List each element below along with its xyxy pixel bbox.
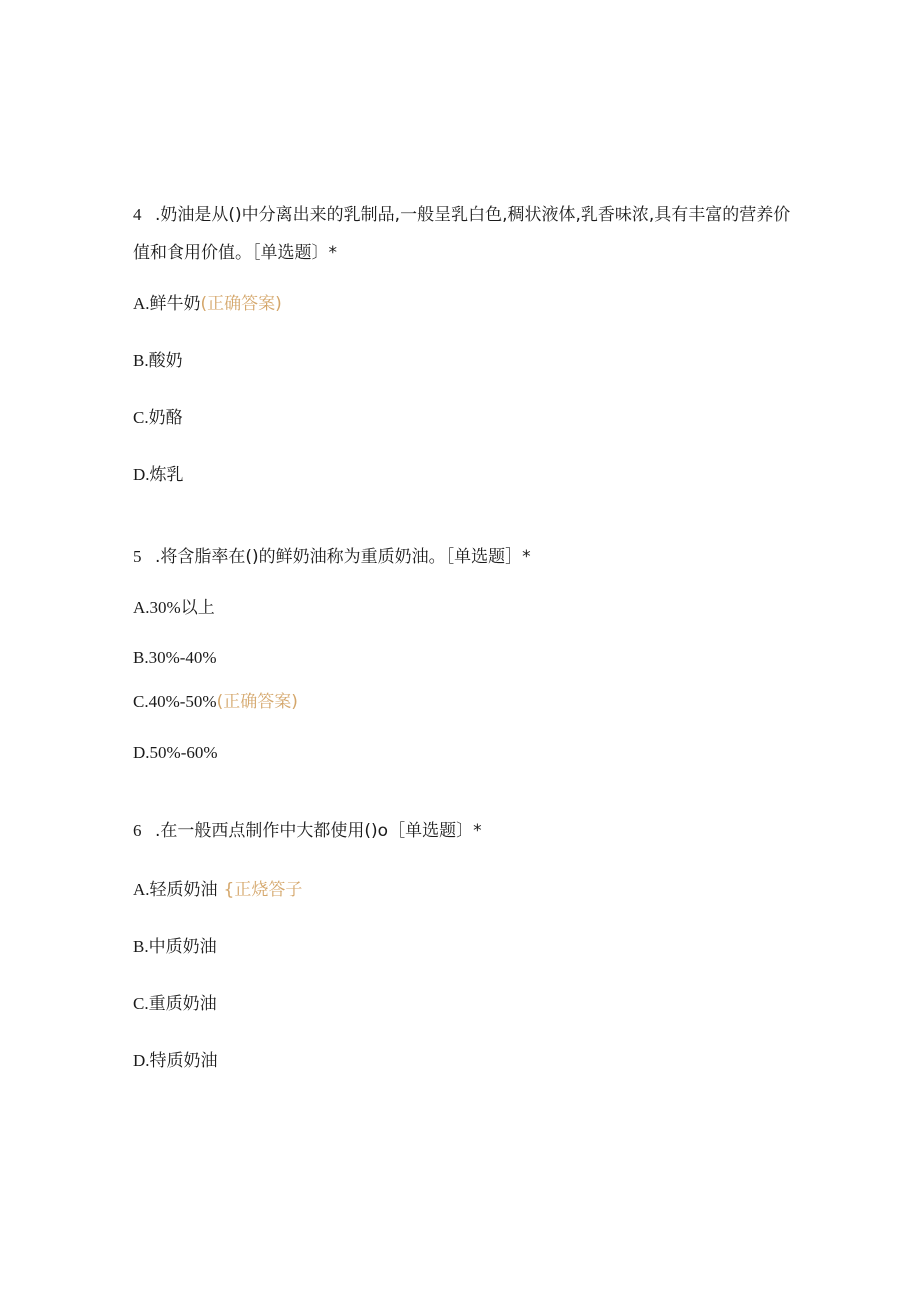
option-text: 酸奶 [148,351,183,371]
option-letter: C. [133,408,149,427]
option-letter: C. [133,994,149,1013]
option-q6-d[interactable] [133,1049,218,1073]
option-letter: B. [133,648,149,667]
option-text: 40%-50% [148,692,217,711]
option-text: 50%-60% [149,743,218,762]
option-text: 30%以上 [149,598,215,617]
question-text: .奶油是从()中分离出来的乳制品,一般呈乳白色,稠状液体,乳香味浓,具有丰富的营养价 [155,205,791,225]
option-text: 特质奶油 [149,1051,218,1071]
option-q4-c[interactable] [133,406,183,430]
option-text: 30%-40% [148,648,217,667]
question-4-title [133,203,790,227]
option-q5-b[interactable] [133,646,217,670]
option-letter: A. [133,598,150,617]
option-letter: C. [133,692,149,711]
question-text: 值和食用价值。［单选题〕* [133,243,337,263]
correct-answer-mark: {正烧答子 [223,880,303,900]
question-5-title [133,545,531,569]
option-text: 奶酪 [148,408,183,428]
question-number: 4 [133,205,142,224]
option-letter: A. [133,294,150,313]
option-text: 重质奶油 [148,994,217,1014]
option-letter: D. [133,465,150,484]
option-letter: B. [133,351,149,370]
option-q4-a[interactable] [133,292,282,316]
option-q5-d[interactable] [133,741,218,765]
option-text: 鲜牛奶 [149,294,201,314]
option-letter: A. [133,880,150,899]
option-text: 中质奶油 [148,937,217,957]
option-q6-b[interactable] [133,935,217,959]
option-text: 轻质奶油 [149,880,218,900]
option-q5-a[interactable] [133,596,215,620]
option-text: 炼乳 [149,465,184,485]
option-q6-c[interactable] [133,992,217,1016]
question-4-title-cont [133,241,337,265]
option-letter: B. [133,937,149,956]
option-q4-d[interactable] [133,463,184,487]
option-q5-c[interactable] [133,690,298,714]
option-letter: D. [133,1051,150,1070]
correct-answer-mark: (正确答案) [216,692,298,712]
question-text: .在一般西点制作中大都使用()o［单选题〕* [155,821,482,841]
question-number: 5 [133,547,142,566]
question-number: 6 [133,821,142,840]
correct-answer-mark: (正确答案) [200,294,282,314]
option-letter: D. [133,743,150,762]
option-q6-a[interactable] [133,878,302,902]
option-q4-b[interactable] [133,349,183,373]
question-text: .将含脂率在()的鲜奶油称为重质奶油。［单选题］* [155,547,531,567]
question-6-title [133,819,482,843]
